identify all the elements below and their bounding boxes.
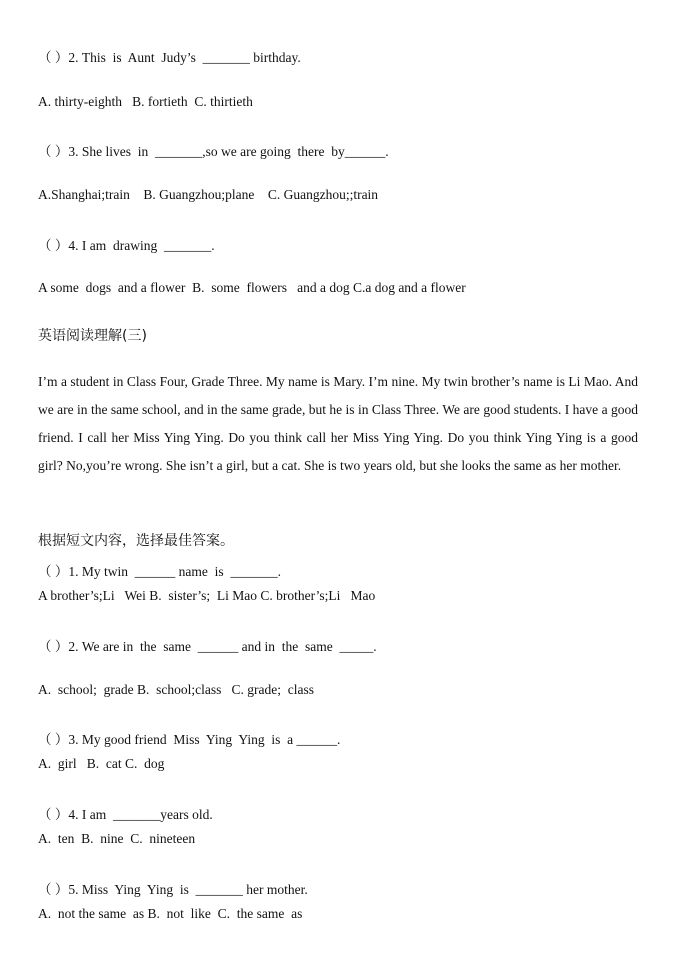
reading-question-3-options: A. girl B. cat C. dog — [38, 756, 165, 771]
question-3: （ ）3. She lives in _______,so we are going there by______. — [38, 144, 389, 159]
reading-question-4: （ ）4. I am _______years old. — [38, 807, 213, 822]
reading-question-3: （ ）3. My good friend Miss Ying Ying is a ______. — [38, 732, 341, 747]
question-2: （ ）2. This is Aunt Judy’s _______ birthday. — [38, 50, 301, 65]
reading-question-5-options: A. not the same as B. not like C. the same as — [38, 906, 303, 921]
reading-question-1: （ ）1. My twin ______ name is _______. — [38, 564, 281, 579]
reading-question-5: （ ）5. Miss Ying Ying is _______ her mother. — [38, 882, 308, 897]
question-4: （ ）4. I am drawing _______. — [38, 238, 215, 253]
reading-question-4-options: A. ten B. nine C. nineteen — [38, 831, 196, 846]
reading-question-2: （ ）2. We are in the same ______ and in the same _____. — [38, 639, 377, 654]
question-4-options: A some dogs and a flower B. some flowers and a dog C.a dog and a flower — [38, 280, 466, 295]
reading-question-2-options: A. school; grade B. school;class C. grade; class — [38, 682, 314, 697]
question-3-options: A.Shanghai;train B. Guangzhou;plane C. Guangzhou;;train — [38, 187, 379, 202]
question-2-options: A. thirty-eighth B. fortieth C. thirtieth — [38, 94, 253, 109]
instruction: 根据短文内容，选择最佳答案。 — [38, 533, 234, 549]
section-title: 英语阅读理解(三) — [38, 328, 147, 344]
reading-question-1-options: A brother’s;Li Wei B. sister’s; Li Mao C. brother’s;Li Mao — [38, 588, 376, 603]
reading-passage: I’m a student in Class Four, Grade Three. My name is Mary. I’m nine. My twin brother’s name is Li Mao. And we are in the same school, and in the same grade, but he is in Class Three. We are good students. I have a good friend. I call her Miss Ying Ying. Do you think call her Miss Ying Ying. Do you think Ying Ying is a good girl? No,you’re wrong. She isn’t a girl, but a cat. She is two years old, but she looks the same as her mother. — [38, 374, 638, 473]
